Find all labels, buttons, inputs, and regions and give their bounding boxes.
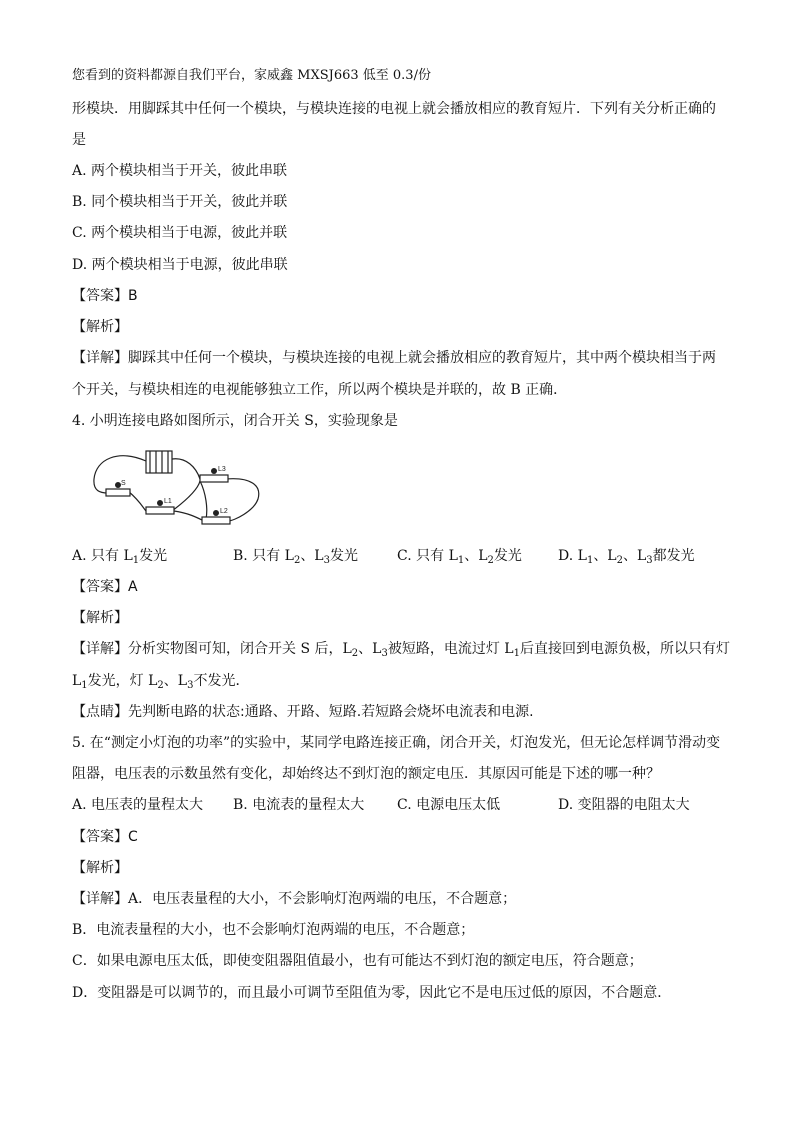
q3-stem-line1: 形模块．用脚踩其中任何一个模块，与模块连接的电视上就会播放相应的教育短片．下列有关分析正确的 bbox=[72, 101, 716, 117]
q5-stem-line2: 阻器，电压表的示数虽然有变化，却始终达不到灯泡的额定电压．其原因可能是下述的哪一种？ bbox=[72, 766, 660, 782]
q3-stem-line2: 是 bbox=[72, 132, 86, 148]
q5-detail-a: 【详解】A．电压表量程的大小，不会影响灯泡两端的电压，不合题意； bbox=[72, 891, 517, 907]
q5-analysis-label: 【解析】 bbox=[72, 860, 128, 876]
q3-detail-line2: 个开关，与模块相连的电视能够独立工作，所以两个模块是并联的，故 B 正确． bbox=[72, 382, 568, 398]
q3-option-b: B. 同个模块相当于开关，彼此并联 bbox=[72, 194, 288, 210]
q5-option-d: D. 变阻器的电阻太大 bbox=[558, 797, 690, 813]
q3-answer: 【答案】B bbox=[72, 288, 138, 304]
label-s: S bbox=[121, 480, 126, 487]
q4-answer: 【答案】A bbox=[72, 579, 138, 595]
q5-option-c: C. 电源电压太低 bbox=[397, 797, 501, 813]
switch-icon bbox=[106, 489, 130, 496]
q4-comment: 【点睛】先判断电路的状态:通路、开路、短路.若短路会烧坏电流表和电源. bbox=[72, 704, 534, 720]
circuit-diagram bbox=[88, 449, 268, 529]
q5-detail-c: C．如果电源电压太低，即使变阻器阻值最小，也有可能达不到灯泡的额定电压，符合题意； bbox=[72, 953, 643, 969]
q3-option-c: C. 两个模块相当于电源，彼此并联 bbox=[72, 225, 288, 241]
label-l2: L2 bbox=[220, 508, 228, 515]
q4-stem: 4. 小明连接电路如图所示，闭合开关 S，实验现象是 bbox=[72, 413, 398, 429]
lamp-l3-icon bbox=[200, 475, 228, 482]
q3-option-d: D. 两个模块相当于电源，彼此串联 bbox=[72, 257, 288, 273]
q5-detail-d: D．变阻器是可以调节的，而且最小可调节至阻值为零，因此它不是电压过低的原因，不合题意． bbox=[72, 985, 672, 1001]
q4-option-a: A. 只有 $L_1$发光 bbox=[72, 548, 168, 566]
lamp-l2-icon bbox=[202, 517, 230, 524]
q5-answer: 【答案】C bbox=[72, 829, 138, 845]
q5-stem-line1: 5. 在“测定小灯泡的功率”的实验中，某同学电路连接正确，闭合开关，灯泡发光，但无论怎样调节滑动变 bbox=[72, 735, 721, 751]
q4-analysis-label: 【解析】 bbox=[72, 610, 128, 626]
q3-detail-line1: 【详解】脚踩其中任何一个模块，与模块连接的电视上就会播放相应的教育短片，其中两个模块相当于两 bbox=[72, 350, 716, 366]
label-l1: L1 bbox=[164, 498, 172, 505]
q4-detail-line1: 【详解】分析实物图可知，闭合开关 S 后，$L_2$、$L_3$被短路，电流过灯 $L_1$后直接回到电源负极，所以只有灯 bbox=[72, 641, 730, 659]
q4-option-d: D. $L_1$、$L_2$、$L_3$都发光 bbox=[558, 548, 695, 566]
q4-option-c: C. 只有 $L_1$、$L_2$发光 bbox=[397, 548, 522, 566]
q5-detail-b: B．电流表量程的大小，也不会影响灯泡两端的电压，不合题意； bbox=[72, 922, 475, 938]
q4-detail-line2: $L_1$发光，灯 $L_2$、$L_3$不发光． bbox=[72, 673, 250, 691]
q3-analysis-label: 【解析】 bbox=[72, 319, 128, 335]
q5-option-a: A. 电压表的量程太大 bbox=[72, 797, 204, 813]
q5-option-b: B. 电流表的量程太大 bbox=[233, 797, 365, 813]
lamp-l1-icon bbox=[146, 507, 174, 514]
q4-option-b: B. 只有 $L_2$、$L_3$发光 bbox=[233, 548, 358, 566]
header-watermark: 您看到的资料都源自我们平台，家威鑫 MXSJ663 低至 0.3/份 bbox=[72, 68, 431, 83]
q3-option-a: A. 两个模块相当于开关，彼此串联 bbox=[72, 163, 288, 179]
label-l3: L3 bbox=[218, 466, 226, 473]
